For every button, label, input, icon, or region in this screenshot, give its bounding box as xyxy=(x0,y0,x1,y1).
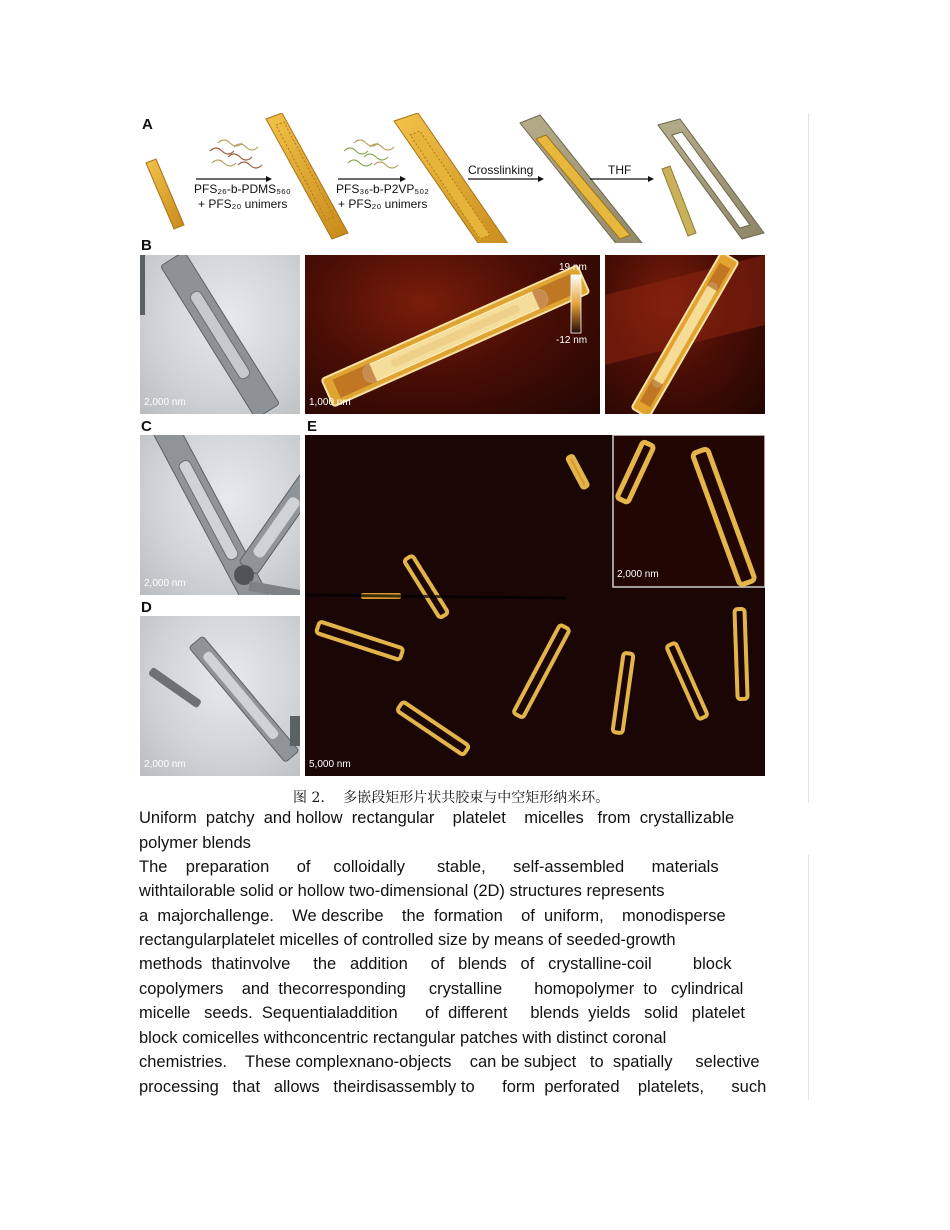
abstract-line-3: a majorchallenge. We describe the formation of uniform, monodisperse xyxy=(139,907,726,925)
scalebar-b2: 1,000 nm xyxy=(309,397,351,408)
scalebar-d: 2,000 nm xyxy=(144,759,186,770)
afm-image-b xyxy=(305,255,600,414)
scheme-step3: Crosslinking xyxy=(468,163,534,177)
article-title-line-1: Uniform patchy and hollow rectangular platelet micelles from crystallizable xyxy=(139,809,735,827)
abstract-line-7: micelle seeds. Sequentialaddition of different blends yields solid platelet xyxy=(139,1004,745,1022)
scalebar-b1: 2,000 nm xyxy=(144,397,186,408)
article-title-line-2: polymer blends xyxy=(139,834,251,852)
abstract-line-6: copolymers and thecorresponding crystalline homopolymer to cylindrical xyxy=(139,980,744,998)
afm-image-b-tilted xyxy=(605,255,765,414)
colorbar-min-label: -12 nm xyxy=(556,335,588,346)
abstract-line-8: block comicelles withconcentric rectangular patches with distinct coronal xyxy=(139,1029,667,1047)
abstract-line-5: methods thatinvolve the addition of blends of crystalline-coil block xyxy=(139,955,732,973)
tem-image-c xyxy=(140,435,300,595)
scheme-step1-line1: PFS₂₆-b-PDMS₅₆₀ xyxy=(194,182,291,196)
panel-label-c: C xyxy=(141,418,152,435)
scheme-step4: THF xyxy=(608,163,632,177)
afm-image-e xyxy=(305,435,765,776)
abstract-line-4: rectangularplatelet micelles of controlled size by means of seeded-growth xyxy=(139,931,676,949)
panel-label-e: E xyxy=(307,418,318,435)
scalebar-e: 5,000 nm xyxy=(309,759,351,770)
scheme-step2-line2: + PFS₂₀ unimers xyxy=(338,197,428,211)
tem-image-b xyxy=(140,255,300,414)
scheme-illustration xyxy=(138,113,766,243)
scalebar-c: 2,000 nm xyxy=(144,578,186,589)
abstract-line-1: The preparation of colloidally stable, self-assembled materials xyxy=(139,858,719,876)
panel-label-d: D xyxy=(141,599,152,616)
panel-label-a: A xyxy=(142,116,153,133)
panel-label-b: B xyxy=(141,237,152,254)
tem-image-d xyxy=(140,616,300,776)
abstract-line-9: chemistries. These complexnano-objects can be subject to spatially selective xyxy=(139,1053,760,1071)
scheme-step1-line2: + PFS₂₀ unimers xyxy=(198,197,288,211)
figure-caption: 图 2. 多嵌段矩形片状共胶束与中空矩形纳米环。 xyxy=(293,790,610,806)
colorbar-max-label: 19 nm xyxy=(559,262,587,273)
margin-guide xyxy=(808,855,809,1100)
figure-2 xyxy=(138,113,766,779)
abstract-line-10: processing that allows theirdisassembly to form perforated platelets, such xyxy=(139,1078,767,1096)
colorbar xyxy=(571,275,581,333)
abstract-line-2: withtailorable solid or hollow two-dimensional (2D) structures represents xyxy=(139,882,665,900)
scalebar-e-inset: 2,000 nm xyxy=(617,569,659,580)
scheme-step2-line1: PFS₃₆-b-P2VP₅₀₂ xyxy=(336,182,429,196)
margin-guide xyxy=(808,113,809,803)
